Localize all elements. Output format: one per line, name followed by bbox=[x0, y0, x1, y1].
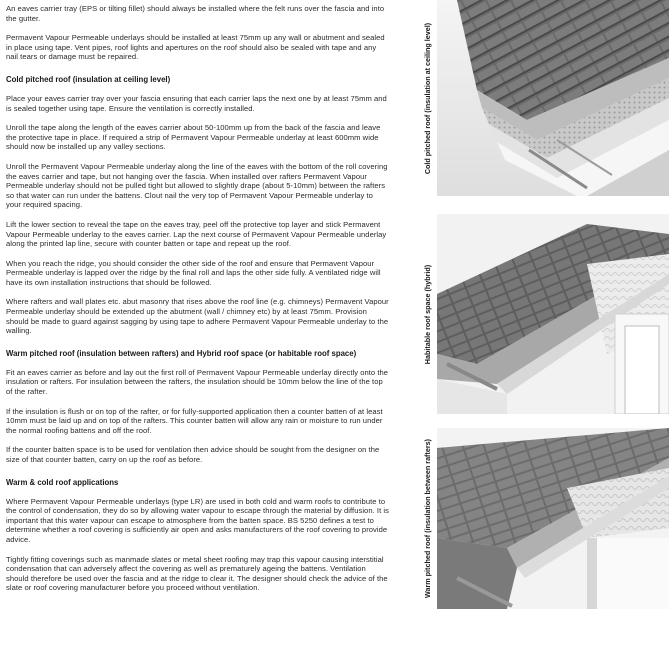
cold-roof-illustration-icon bbox=[437, 0, 669, 196]
figure-label: Warm pitched roof (insulation between rafters) bbox=[423, 438, 433, 599]
section-paragraph: Where Permavent Vapour Permeable underlays (type LR) are used in both cold and warm roofs to contribute to the control of condensation, they do so by allowing water vapour to escape through the material by diffusion. It is important that this water vapour can escape to atmosphere from the batten space. BS 5250 defines a test to determine whether a roof covering is sufficiently air open and asks manufacturers of the roof covering to provide advice. bbox=[6, 496, 389, 544]
figure-label: Cold pitched roof (insulation at ceiling level) bbox=[423, 22, 433, 174]
intro-paragraph-2: Permavent Vapour Permeable underlays should be installed at least 75mm up any wall or abutment and sealed in place using tape. Vent pipes, roof lights and apertures on the roof should also be sealed with tape and any nail tears or damage must be repaired. bbox=[6, 33, 385, 62]
text-column bbox=[6, 4, 390, 603]
figure-warm-roof bbox=[421, 428, 669, 609]
warm-roof-illustration-icon bbox=[437, 428, 669, 609]
section-paragraph: Place your eaves carrier tray over your fascia ensuring that each carrier laps the next one by at least 75mm and is sealed together using tape. Ensure the ventilation is correctly installed. bbox=[6, 93, 387, 113]
section-paragraph: Fit an eaves carrier as before and lay out the first roll of Permavent Vapour Permeable underlay directly onto the insulation or rafters. For insulation between the rafters, the insulation should be 10mm below the line of the top of the rafter. bbox=[6, 367, 389, 397]
section-paragraph: When you reach the ridge, you should consider the other side of the roof and ensure that Permavent Vapour Permeable underlay is lapped over the ridge by the final roll and laps the other side fully. A ventilated ridge will have its own installation instructions that should be followed. bbox=[6, 258, 381, 287]
section-heading-cold-roof: Cold pitched roof (insulation at ceiling level) bbox=[6, 74, 171, 84]
section-paragraph: If the counter batten space is to be used for ventilation then advice should be sought from the designer on the size of that counter batten, carry on up the roof as before. bbox=[6, 445, 380, 464]
figure-label: Habitable roof space (hybrid) bbox=[423, 264, 433, 364]
section-paragraph: Lift the lower section to reveal the tape on the eaves tray, peel off the protective top layer and stick Permavent Vapour Permeable underlay to the eaves carrier. Lap the next course of Permavent Vapour Permeable underlay along the printed lap line, secure with counter batten or tape and repeat up the roof. bbox=[6, 219, 387, 249]
section-paragraph: Where rafters and wall plates etc. abut masonry that rises above the roof line (e.g. chimneys) Permavent Vapour Permeable underlay should be extended up the abutment (wall / chimney etc) by at least 75mm. Provision should be made to guard against sagging by using tape to adhere Permavent Vapour Permeable underlay to the walling. bbox=[6, 297, 389, 336]
section-paragraph: If the insulation is flush or on top of the rafter, or for fully-supported application then a counter batten of at least 10mm must be laid up and on top of the rafters. This counter batten will allow any rain or moisture to run under the normal roofing battens and off the roof. bbox=[6, 406, 383, 435]
section-paragraph: Unroll the tape along the length of the eaves carrier about 50-100mm up from the back of the fascia and leave the protective tape in place. If required a strip of Permavent Vapour Permeable underlay at least 600mm wide should now be installed up any valley sections. bbox=[6, 123, 381, 152]
section-paragraph: Unroll the Permavent Vapour Permeable underlay along the line of the eaves with the bottom of the roll covering the eaves carrier and tape, but not hanging over the fascia. When installed over rafters Permavent Vapour Permeable underlay should not be pulled tight but allowed to slightly drape (about 5-10mm) between the rafters so that water can run under the battens. Clout nail the very top of Permavent Vapour Permeable underlay to your required spacing. bbox=[6, 161, 388, 210]
hybrid-roof-illustration-icon bbox=[437, 214, 669, 414]
intro-paragraph-1: An eaves carrier tray (EPS or tilting fillet) should always be installed where the felt runs over the fascia and into the gutter. bbox=[6, 4, 385, 23]
section-paragraph: Tightly fitting coverings such as manmade slates or metal sheet roofing may trap this vapour causing interstitial condensation that can adversely affect the covering as well as prematurely ageing the battens. Ventilation should therefore be used over the fascia and at the ridge to clear it. The designer should check the advice of the slate or roof covering manufacturer before you proceed without ventilation. bbox=[6, 554, 388, 593]
figure-hybrid-roof bbox=[421, 214, 669, 414]
figure-cold-roof bbox=[421, 0, 669, 196]
section-heading-warm-cold-applications: Warm & cold roof applications bbox=[6, 477, 119, 487]
section-heading-warm-roof: Warm pitched roof (insulation between rafters) and Hybrid roof space (or habitable roof space) bbox=[6, 348, 357, 358]
